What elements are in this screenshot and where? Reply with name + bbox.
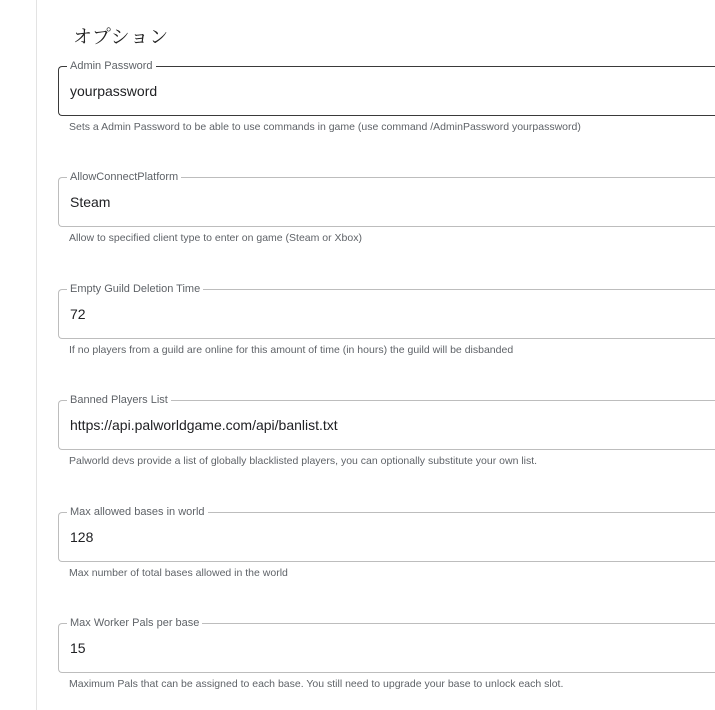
- banned-players-list-outline: [58, 394, 715, 450]
- admin-password-outline: [58, 60, 715, 116]
- allow-connect-platform-help: Allow to specified client type to enter on game (Steam or Xbox): [69, 232, 362, 244]
- max-allowed-bases-outline: [58, 506, 715, 562]
- banned-players-list-help: Palworld devs provide a list of globally blacklisted players, you can optionally substitute your own list.: [69, 455, 538, 467]
- max-allowed-bases-field: [58, 506, 715, 579]
- max-worker-pals-field: [58, 617, 715, 690]
- banned-players-list-field: [58, 394, 715, 467]
- empty-guild-deletion-time-help: If no players from a guild are online for this amount of time (in hours) the guild will be disbanded: [69, 344, 514, 356]
- admin-password-label: Admin Password: [67, 59, 156, 73]
- max-worker-pals-outline: [58, 617, 715, 673]
- left-divider: [36, 0, 37, 710]
- allow-connect-platform-field: [58, 171, 715, 244]
- allow-connect-platform-outline: [58, 171, 715, 227]
- admin-password-input[interactable]: [59, 67, 715, 115]
- max-worker-pals-label: Max Worker Pals per base: [67, 616, 202, 630]
- max-allowed-bases-help: Max number of total bases allowed in the world: [69, 567, 288, 579]
- banned-players-list-input[interactable]: [59, 401, 715, 449]
- section-title: オプション: [73, 26, 169, 48]
- empty-guild-deletion-time-label: Empty Guild Deletion Time: [67, 282, 203, 296]
- empty-guild-deletion-time-outline: [58, 283, 715, 339]
- max-worker-pals-help: Maximum Pals that can be assigned to each base. You still need to upgrade your base to unlock each slot.: [69, 678, 564, 690]
- admin-password-field: [58, 60, 715, 133]
- banned-players-list-label: Banned Players List: [67, 393, 171, 407]
- max-allowed-bases-input[interactable]: [59, 513, 715, 561]
- empty-guild-deletion-time-field: [58, 283, 715, 356]
- allow-connect-platform-input[interactable]: [59, 178, 715, 226]
- allow-connect-platform-label: AllowConnectPlatform: [67, 170, 181, 184]
- max-worker-pals-input[interactable]: [59, 624, 715, 672]
- max-allowed-bases-label: Max allowed bases in world: [67, 505, 208, 519]
- admin-password-help: Sets a Admin Password to be able to use commands in game (use command /AdminPassword yourpassword): [69, 121, 581, 133]
- empty-guild-deletion-time-input[interactable]: [59, 290, 715, 338]
